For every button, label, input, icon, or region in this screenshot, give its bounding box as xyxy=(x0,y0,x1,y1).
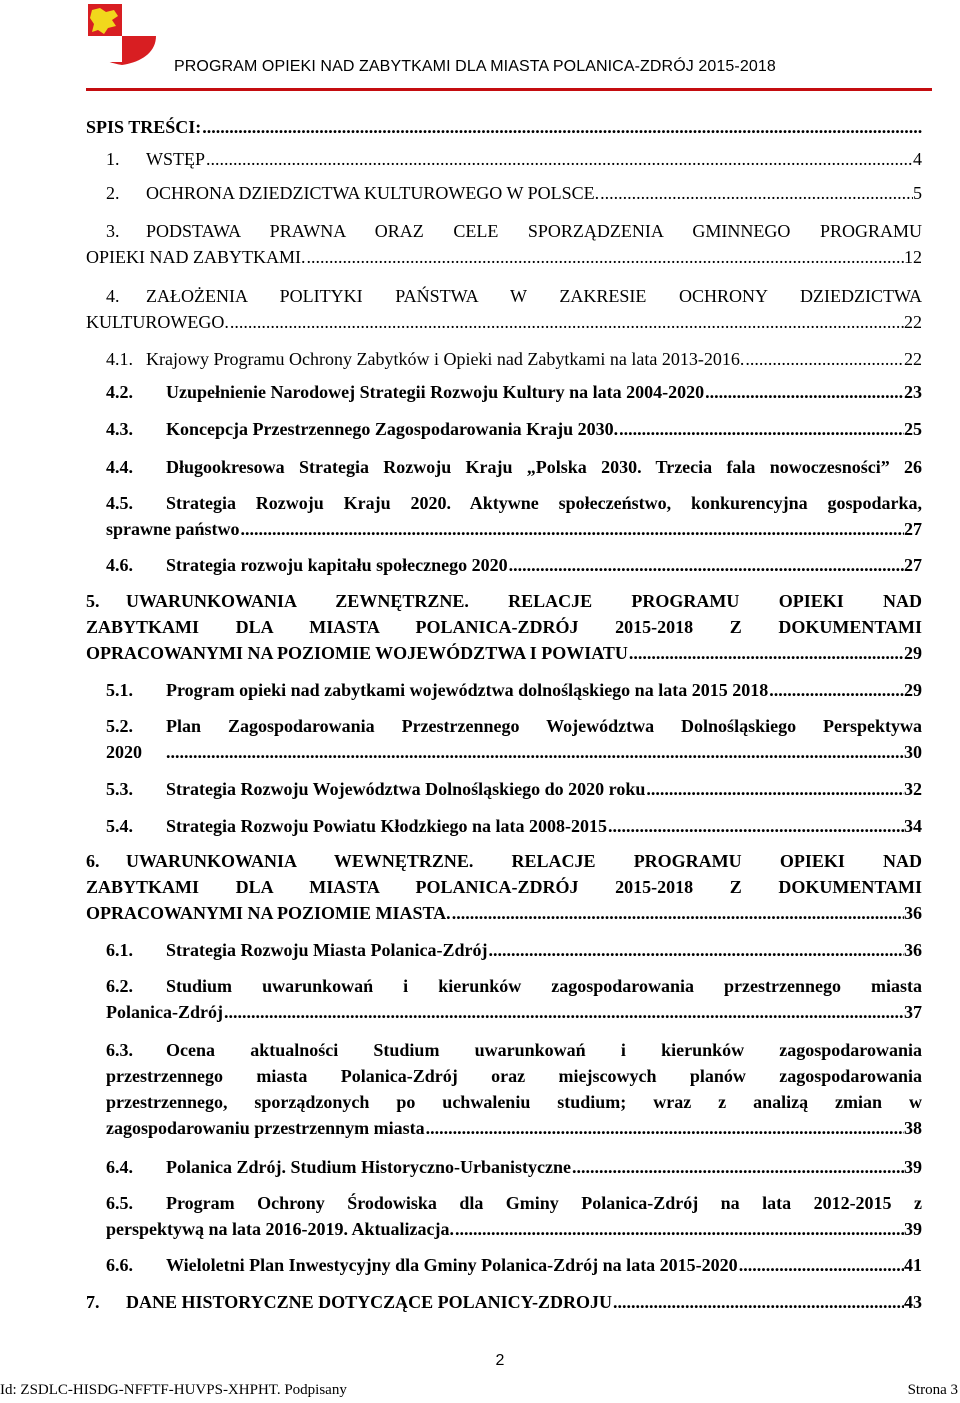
toc-entry-5[interactable]: 5. UWARUNKOWANIA ZEWNĘTRZNE. RELACJE PROGRAMU OPIEKI NAD ZABYTKAMI DLA MIASTA POLANICA-ZDRÓJ 2015-2018 Z DOKUMENTAMI OPRACOWANYMI NA POZIOMIE WOJEWÓDZTWA I POWIATU ..... 29 xyxy=(86,588,922,666)
toc-entry-4-4[interactable]: 4.4. Długookresowa Strategia Rozwoju Kraju „Polska 2030. Trzecia fala nowoczesności” 26 xyxy=(106,457,922,477)
toc-entry-6-2[interactable]: 6.2. Studium uwarunkowań i kierunków zagospodarowania przestrzennego miasta Polanica-Zdrój ..... 37 xyxy=(86,973,922,1025)
toc-entry-4-6[interactable]: 4.6. Strategia rozwoju kapitału społecznego 2020 ..... 27 xyxy=(86,552,922,578)
toc-entry-6-6[interactable]: 6.6. Wieloletni Plan Inwestycyjny dla Gminy Polanica-Zdrój na lata 2015-2020 ..... 41 xyxy=(86,1252,922,1278)
toc-entry-5-3[interactable]: 5.3. Strategia Rozwoju Województwa Dolnośląskiego do 2020 roku ..... 32 xyxy=(86,776,922,802)
footer-page-label: Strona 3 xyxy=(907,1382,958,1398)
toc-entry-4-3[interactable]: 4.3. Koncepcja Przestrzennego Zagospodarowania Kraju 2030. ..... 25 xyxy=(86,416,922,442)
page-number: 2 xyxy=(495,1352,505,1369)
header-divider xyxy=(86,88,932,91)
toc-entry-4-1[interactable]: 4.1. Krajowy Programu Ochrony Zabytków i Opieki nad Zabytkami na lata 2013-2016. ..... 22 xyxy=(86,346,922,372)
toc-entry-6-4[interactable]: 6.4. Polanica Zdrój. Studium Historyczno-Urbanistyczne ..... 39 xyxy=(86,1154,922,1180)
toc-entry-5-4[interactable]: 5.4. Strategia Rozwoju Powiatu Kłodzkiego na lata 2008-2015 ..... 34 xyxy=(86,813,922,839)
toc-entry-5-2[interactable]: 5.2. Plan Zagospodarowania Przestrzennego Województwa Dolnośląskiego Perspektywa 2020 ..... 30 xyxy=(86,713,922,765)
toc-entry-2[interactable]: 2. OCHRONA DZIEDZICTWA KULTUROWEGO W POLSCE. ..... 5 xyxy=(86,180,922,206)
toc-entry-6-5[interactable]: 6.5. Program Ochrony Środowiska dla Gminy Polanica-Zdrój na lata 2012-2015 z perspektywą na lata 2016-2019. Aktualizacja. ..... 39 xyxy=(86,1190,922,1242)
toc-entry-7[interactable]: 7. DANE HISTORYCZNE DOTYCZĄCE POLANICY-ZDROJU ..... 43 xyxy=(86,1289,922,1315)
footer-document-id: Id: ZSDLC-HISDG-NFFTF-HUVPS-XHPHT. Podpisany xyxy=(0,1382,347,1398)
toc-entry-1[interactable]: 1. WSTĘP ..... 4 xyxy=(86,146,922,172)
toc-entry-4[interactable]: 4. ZAŁOŻENIA POLITYKI PAŃSTWA W ZAKRESIE OCHRONY DZIEDZICTWA KULTUROWEGO. ..... 22 xyxy=(86,283,922,335)
toc-entry-6-3[interactable]: 6.3. Ocena aktualności Studium uwarunkowań i kierunków zagospodarowania przestrzennego miasta Polanica-Zdrój oraz miejscowych planów zagospodarowania przestrzennego, sporządzonych po uchwaleniu studium; wraz z analizą zmian w zagospodarowaniu przestrzennym miasta ..... 38 xyxy=(86,1037,922,1141)
toc-entry-4-2[interactable]: 4.2. Uzupełnienie Narodowej Strategii Rozwoju Kultury na lata 2004-2020 ..... 23 xyxy=(86,379,922,405)
toc-entry-4-5[interactable]: 4.5. Strategia Rozwoju Kraju 2020. Aktywne społeczeństwo, konkurencyjna gospodarka, sprawne państwo ..... 27 xyxy=(86,490,922,542)
toc-entry-6[interactable]: 6. UWARUNKOWANIA WEWNĘTRZNE. RELACJE PROGRAMU OPIEKI NAD ZABYTKAMI DLA MIASTA POLANICA-ZDRÓJ 2015-2018 Z DOKUMENTAMI OPRACOWANYMI NA POZIOMIE MIASTA. ..... 36 xyxy=(86,848,922,926)
crest-icon xyxy=(86,2,158,66)
toc-entry-5-1[interactable]: 5.1. Program opieki nad zabytkami województwa dolnośląskiego na lata 2015 2018 ..... 29 xyxy=(86,677,922,703)
toc-heading[interactable]: SPIS TREŚCI: ..... xyxy=(86,114,922,140)
document-header-title: PROGRAM OPIEKI NAD ZABYTKAMI DLA MIASTA POLANICA-ZDRÓJ 2015-2018 xyxy=(174,58,776,75)
toc-entry-6-1[interactable]: 6.1. Strategia Rozwoju Miasta Polanica-Zdrój ..... 36 xyxy=(86,937,922,963)
toc-entry-3[interactable]: 3. PODSTAWA PRAWNA ORAZ CELE SPORZĄDZENIA GMINNEGO PROGRAMU OPIEKI NAD ZABYTKAMI. ..... 12 xyxy=(86,218,922,270)
